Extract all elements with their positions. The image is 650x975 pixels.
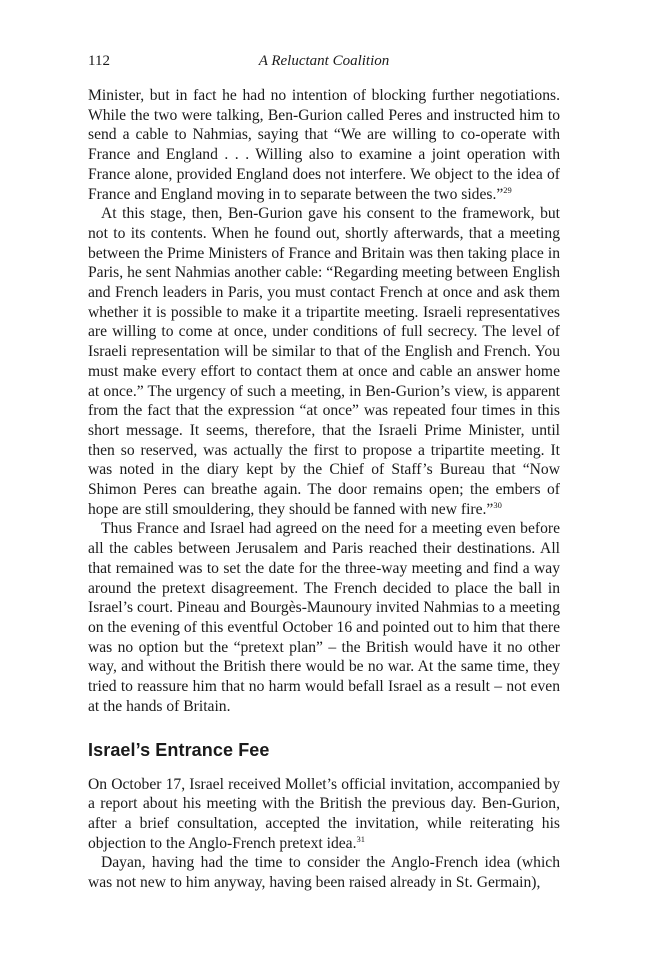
paragraph-4 <box>88 775 560 854</box>
paragraph-1 <box>88 86 560 204</box>
page-number: 112 <box>88 53 110 69</box>
footnote-ref: 29 <box>503 184 512 195</box>
paragraph-3 <box>88 519 560 716</box>
paragraph-text: At this stage, then, Ben-Gurion gave his consent to the framework, but not to its contents. When he found out, shortly afterwards, that a meeting between the Prime Ministers of France and Britain was then taking place in Paris, he sent Nahmias another cable: “Regarding meeting between English and French leaders in Paris, you must contact French at once and ask them whether it is possible to make it a tripartite meeting. Israeli representatives are willing to come at once, under conditions of full secrecy. The level of Israeli representation will be similar to that of the English and French. You must make every effort to contact them at once and cable an answer home at once.” The urgency of such a meeting, in Ben-Gurion’s view, is apparent from the fact that the expression “at once” was repeated four times in this short message. It seems, therefore, that the Israeli Prime Minister, until then so reserved, was actually the first to propose a tripartite meeting. It was noted in the diary kept by the Chief of Staff’s Bureau that “Now Shimon Peres can breathe again. The door remains open; the embers of hope are still smouldering, they should be fanned with new fire.” <box>88 205 560 518</box>
running-title: A Reluctant Coalition <box>258 53 390 69</box>
running-header <box>88 51 560 71</box>
paragraph-5 <box>88 853 560 892</box>
footnote-ref: 31 <box>356 833 365 844</box>
paragraph-2 <box>88 204 560 519</box>
paragraph-text: Minister, but in fact he had no intention of blocking further negotiations. While the two were talking, Ben-Gurion called Peres and instructed him to send a cable to Nahmias, saying that “We are willing to co-operate with France and England . . . Willing also to examine a joint operation with France alone, provided England does not interfere. We object to the idea of France and England moving in to separate between the two sides.” <box>88 87 560 203</box>
section-heading: Israel’s Entrance Fee <box>88 739 270 760</box>
paragraph-text: Dayan, having had the time to consider the Anglo-French idea (which was not new to him anyway, having been raised already in St. Germain), <box>88 854 560 892</box>
paragraph-text: Thus France and Israel had agreed on the need for a meeting even before all the cables between Jerusalem and Paris reached their destinations. All that remained was to set the date for the three-way meeting and find a way around the pretext disagreement. The French decided to place the ball in Israel’s court. Pineau and Bourgès-Maunoury invited Nahmias to a meeting on the evening of this eventful October 16 and pointed out to him that there was no option but the “pretext plan” – the British would have it no other way, and without the British there would be no war. At the same time, they tried to reassure him that no harm would befall Israel as a result – not even at the hands of Britain. <box>88 520 560 715</box>
footnote-ref: 30 <box>493 499 502 510</box>
paragraph-text: On October 17, Israel received Mollet’s official invitation, accompanied by a report about his meeting with the British the previous day. Ben-Gurion, after a brief consultation, accepted the invitation, while reiterating his objection to the Anglo-French pretext idea. <box>88 775 560 852</box>
body-text <box>88 86 560 893</box>
